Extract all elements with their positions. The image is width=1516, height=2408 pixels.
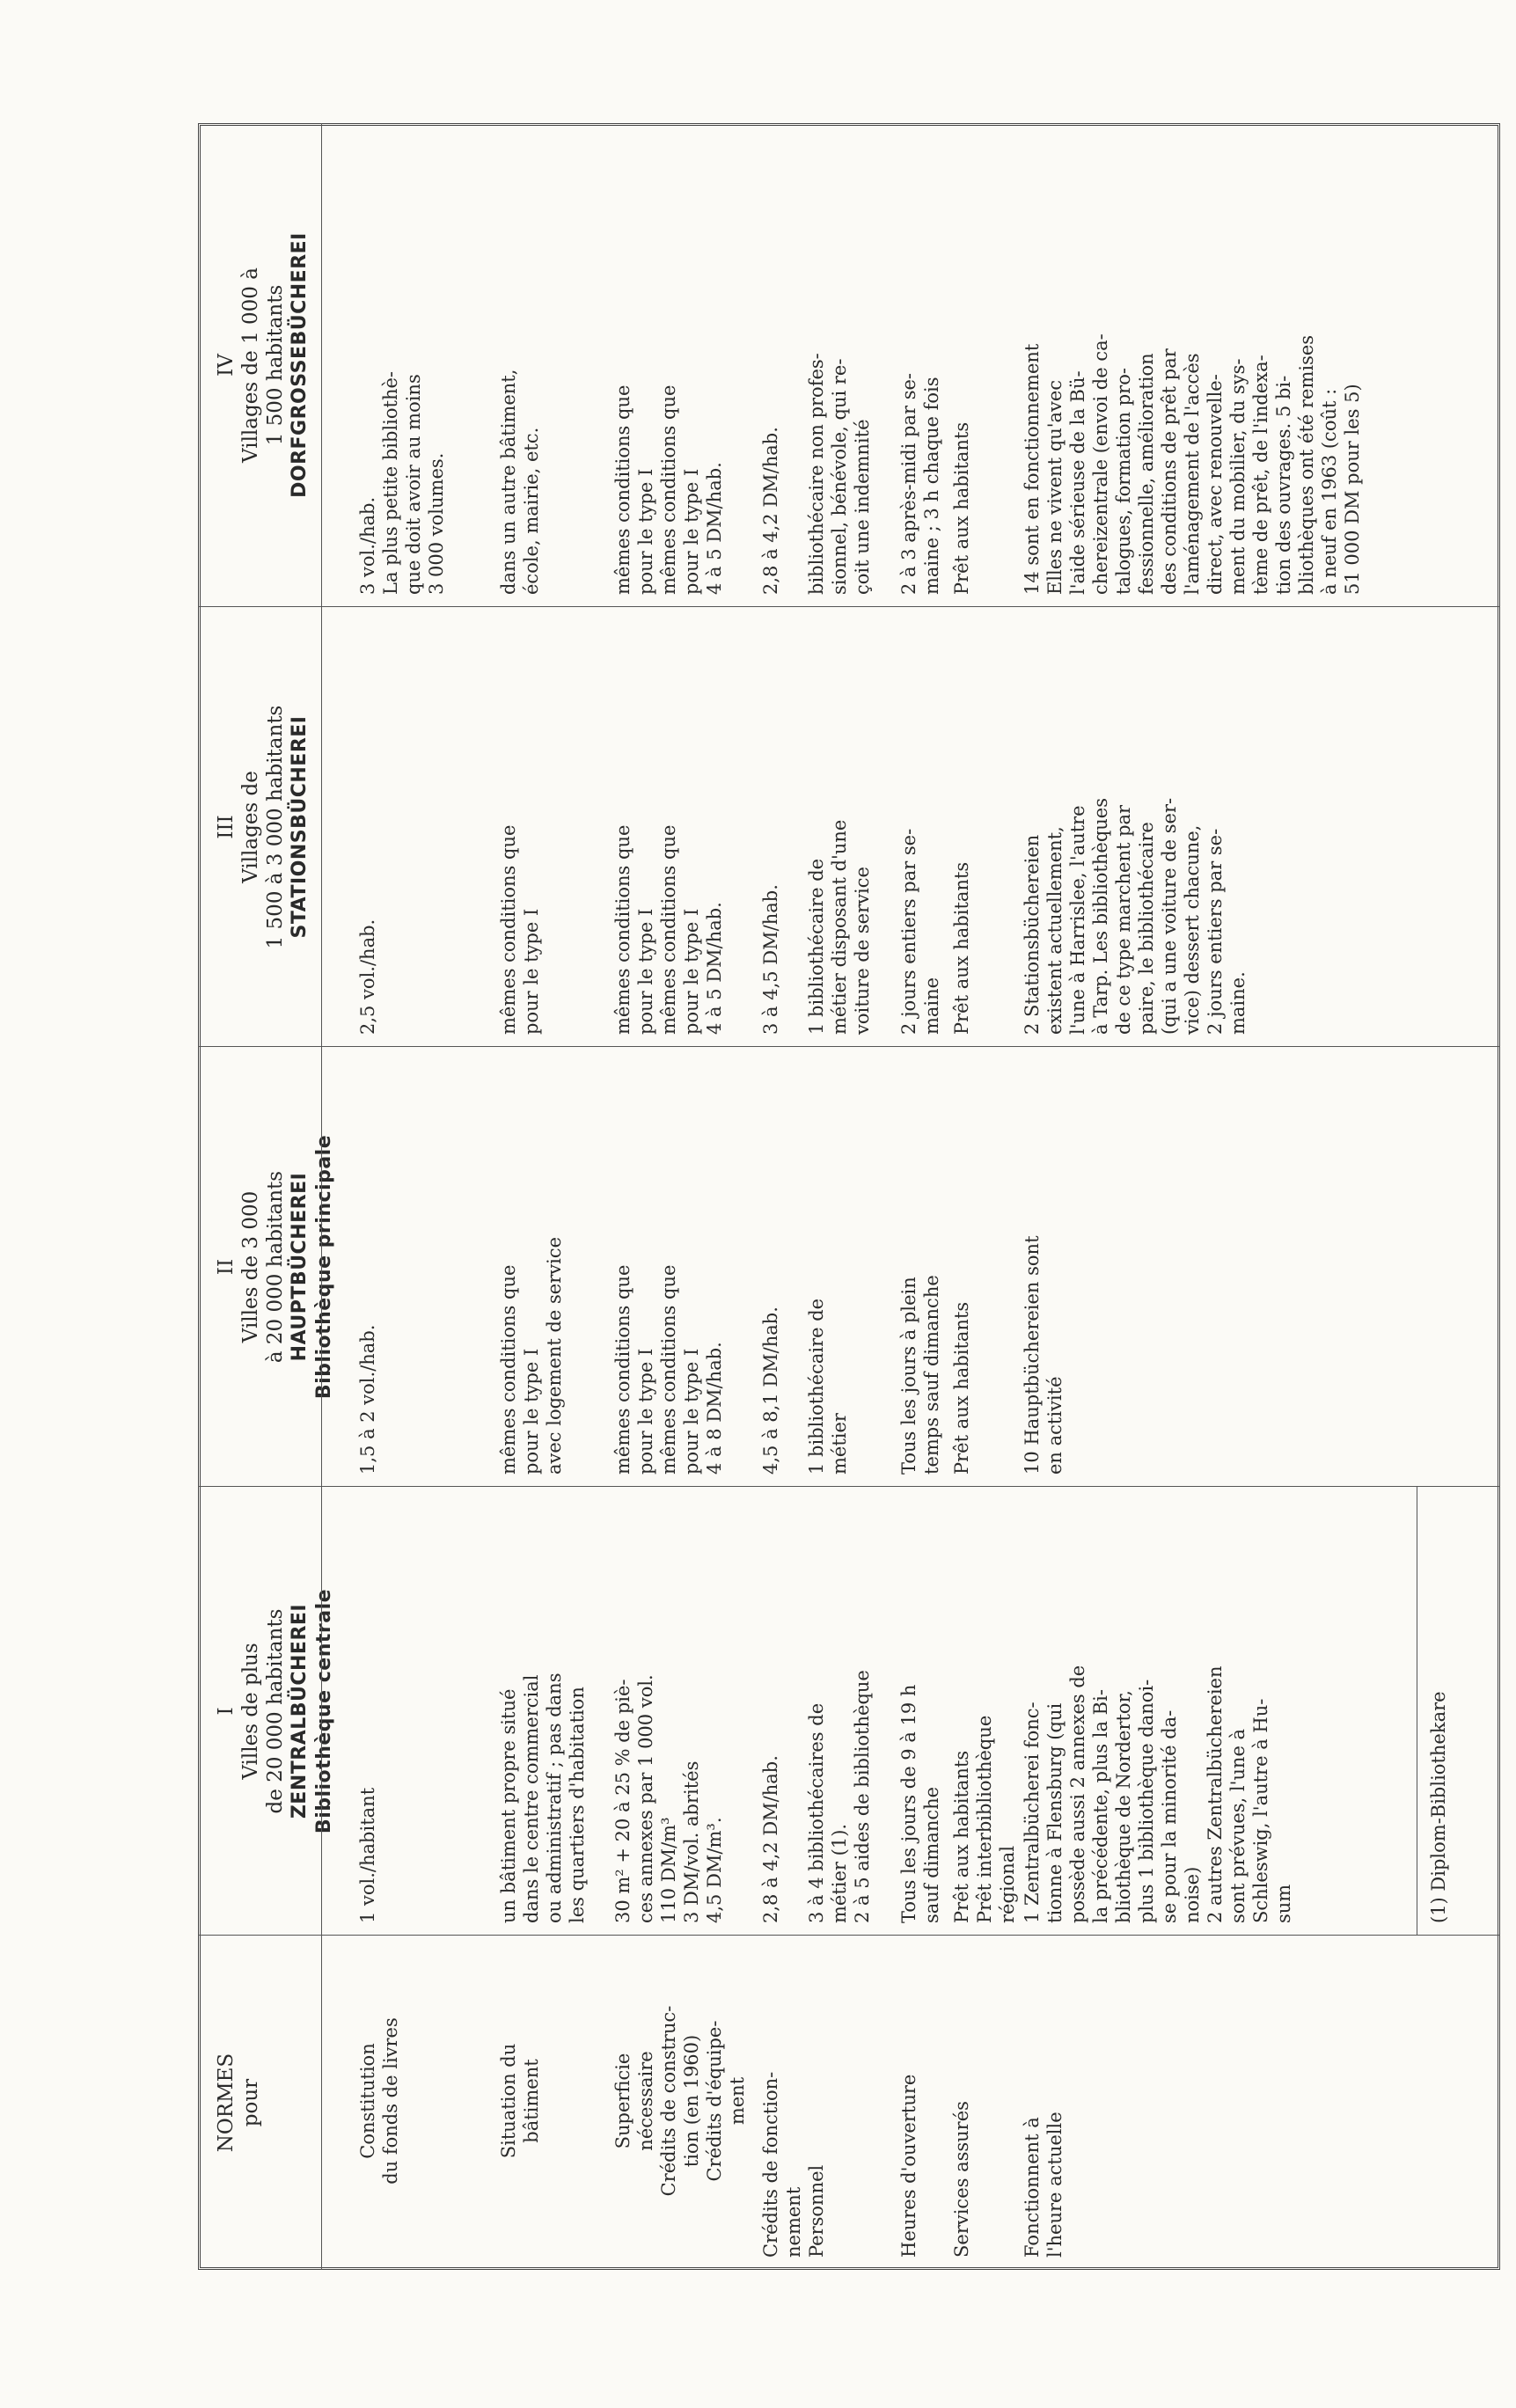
cell-fonctionnement-iii: 3 à 4,5 DM/hab. [760, 884, 781, 1035]
header-rule [321, 607, 322, 1047]
cell-services-ii: Prêt aux habitants [951, 1301, 972, 1475]
cell-personnel-ii: 1 bibliothécaire de métier [806, 1298, 850, 1475]
header-rule [321, 123, 322, 607]
cell-superficie-ii: mêmes conditions que pour le type I mêmes conditions que pour le type I 4 à 8 DM/hab. [612, 1264, 725, 1475]
column-iv-line1: Villages de 1 000 à [239, 267, 262, 463]
column-ii-numeral: II [215, 1258, 238, 1276]
label-superficie: Superficie nécessaire Crédits de construc- tion (en 1960) Crédits d'équipe- ment [612, 2005, 748, 2197]
column-iii-header [214, 607, 312, 1047]
label-situation: Situation du bâtiment [498, 2043, 542, 2159]
column-i-line1: Villes de plus [239, 1643, 262, 1780]
column-ii-line2: à 20 000 habitants [264, 1170, 287, 1364]
cell-actuel-iv: 14 sont en fonctionnement Elles ne vivent qu'avec l'aide sérieuse de la Bü- chereizentrale (envoi de ca- talogues, formation pro- fessionnelle, amélioration des conditions de prêt par l'aménagement de l'accès direct, avec renouvelle- ment du mobilier, du sys- tème de prêt, de l'indexa- tion des ouvrages. 5 bi- bliothèques ont été remises à neuf en 1963 (coût : 51 000 DM pour les 5) [1022, 333, 1363, 595]
label-fonctionnement: Crédits de fonction- nement [760, 2071, 804, 2258]
header-rule [321, 1936, 322, 2270]
column-ii-french: Bibliothèque principale [313, 1134, 335, 1400]
column-i-header [214, 1487, 337, 1936]
column-i [198, 1487, 1500, 1936]
cell-superficie-iv: mêmes conditions que pour le type I mêmes conditions que pour le type I 4 à 5 DM/hab. [612, 384, 725, 595]
cell-situation-iv: dans un autre bâtiment, école, mairie, etc. [498, 369, 542, 595]
column-iii-line1: Villages de [239, 771, 262, 883]
normes-column [198, 1936, 1500, 2270]
cell-services-iv: Prêt aux habitants [951, 421, 972, 595]
cell-fonctionnement-ii: 4,5 à 8,1 DM/hab. [760, 1306, 781, 1475]
column-iii-german: STATIONSBÜCHEREI [289, 715, 311, 939]
cell-heures-i: Tous les jours de 9 à 19 h sauf dimanche [898, 1684, 942, 1923]
column-iv [198, 123, 1500, 607]
cell-heures-ii: Tous les jours à plein temps sauf dimanche [898, 1275, 942, 1475]
column-i-french: Bibliothèque centrale [313, 1588, 335, 1834]
column-iii [198, 607, 1500, 1047]
footnote: (1) Diplom-Bibliothekare [1428, 1691, 1449, 1923]
cell-superficie-i: 30 m² + 20 à 25 % de piè- ces annexes par 1 000 vol. 110 DM/m³ 3 DM/vol. abrités 4,5 DM/m³. [612, 1674, 725, 1923]
cell-heures-iii: 2 jours entiers par se- maine [898, 828, 942, 1035]
label-heures: Heures d'ouverture [898, 2074, 919, 2258]
cell-fonds-iv: 3 vol./hab. La plus petite bibliothè- que doit avoir au moins 3 000 volumes. [357, 370, 447, 595]
column-iv-german: DORFGROSSEBÜCHEREI [289, 232, 311, 498]
label-services: Services assurés [951, 2101, 972, 2258]
cell-personnel-iii: 1 bibliothécaire de métier disposant d'une voiture de service [806, 819, 873, 1035]
cell-fonctionnement-i: 2,8 à 4,2 DM/hab. [760, 1755, 781, 1923]
cell-services-iii: Prêt aux habitants [951, 861, 972, 1035]
cell-fonds-i: 1 vol./habitant [357, 1787, 378, 1923]
cell-situation-iii: mêmes conditions que pour le type I [498, 824, 542, 1035]
column-iii-numeral: III [215, 815, 238, 839]
normes-header [214, 1936, 263, 2270]
column-i-numeral: I [215, 1707, 238, 1716]
column-iv-line2: 1 500 habitants [264, 284, 287, 446]
cell-fonctionnement-iv: 2,8 à 4,2 DM/hab. [760, 427, 781, 595]
cell-superficie-iii: mêmes conditions que pour le type I mêmes conditions que pour le type I 4 à 5 DM/hab. [612, 824, 725, 1035]
cell-personnel-i: 3 à 4 bibliothécaires de métier (1). 2 à 5 aides de bibliothèque [806, 1670, 873, 1923]
cell-actuel-iii: 2 Stationsbüchereien existent actuellement, l'une à Harrislee, l'autre à Tarp. Les bibliothèques de ce type marchent par paire, le bibliothécaire (qui a une voiture de ser- vice) dessert chacune, 2 jours entiers par se- maine. [1022, 797, 1249, 1035]
normes-pour: pour [239, 2078, 262, 2127]
cell-heures-iv: 2 à 3 après-midi par se- maine ; 3 h chaque fois [898, 372, 942, 595]
cell-actuel-i: 1 Zentralbücherei fonc- tionne à Flensburg (qui possède aussi 2 annexes de la précédente, plus la Bi- bliothèque de Nordertor, plus 1 bibliothèque danoi- se pour la minorité da- noise) 2 autres Zentralbüchereien sont prévues, l'une à Schleswig, l'autre à Hu- sum [1022, 1665, 1294, 1923]
cell-situation-ii: mêmes conditions que pour le type I avec logement de service [498, 1236, 565, 1475]
column-ii [198, 1047, 1500, 1487]
label-actuel: Fonctionnent à l'heure actuelle [1022, 2112, 1066, 2258]
label-personnel: Personnel [806, 2164, 827, 2258]
column-ii-line1: Villes de 3 000 [239, 1190, 262, 1343]
cell-services-i: Prêt aux habitants Prêt interbibliothèque régional [951, 1715, 1018, 1923]
rotated-table-sheet [198, 123, 1500, 2270]
header-rule [321, 1047, 322, 1487]
label-fonds: Constitution du fonds de livres [357, 2017, 401, 2185]
column-iii-line2: 1 500 à 3 000 habitants [264, 705, 287, 949]
cell-fonds-iii: 2,5 vol./hab. [357, 919, 378, 1035]
column-ii-header [214, 1047, 337, 1487]
cell-personnel-iv: bibliothécaire non profes- sionnel, bénévole, qui re- çoit une indemnité [806, 353, 873, 595]
column-iv-header [214, 123, 312, 607]
normes-title: NORMES [215, 2053, 238, 2153]
column-i-line2: de 20 000 habitants [264, 1608, 287, 1814]
column-iv-numeral: IV [215, 354, 238, 377]
cell-actuel-ii: 10 Hauptbüchereien sont en activité [1022, 1235, 1066, 1475]
header-rule [321, 1487, 322, 1936]
column-ii-german: HAUPTBÜCHEREI [289, 1172, 311, 1362]
cell-fonds-ii: 1,5 à 2 vol./hab. [357, 1324, 378, 1475]
cell-situation-i: un bâtiment propre situé dans le centre commercial ou administratif ; pas dans les quartiers d'habitation [498, 1672, 588, 1923]
column-i-german: ZENTRALBÜCHEREI [289, 1603, 311, 1819]
